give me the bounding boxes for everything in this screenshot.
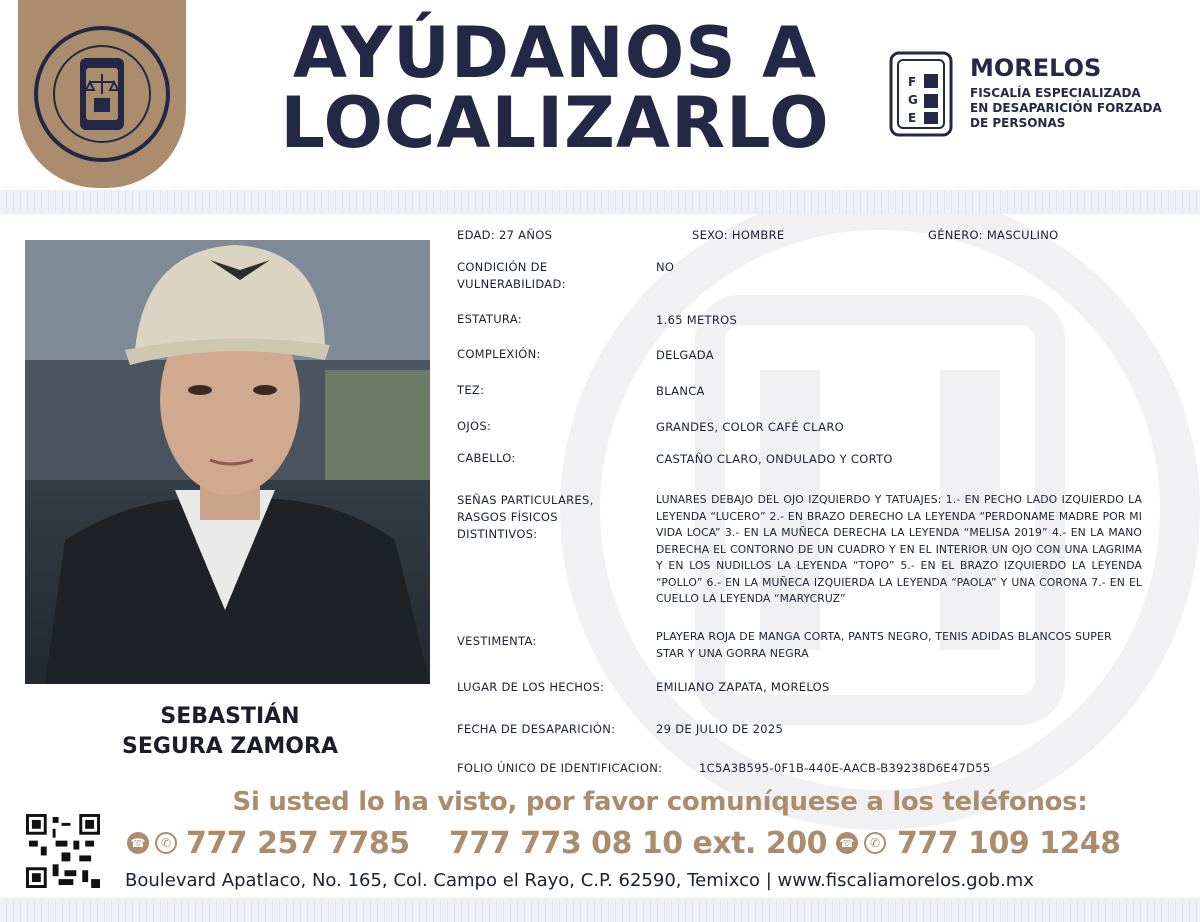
- qr-code-icon[interactable]: [26, 814, 100, 888]
- marks-value: LUNARES DEBAJO DEL OJO IZQUIERDO Y TATUAJES: 1.- EN PECHO LADO IZQUIERDO LA LEYENDA “LUCERO” 2.- EN BRAZO DERECHO LA LEYENDA “PERDONAME MADRE POR MI VIDA LOCA” 3.- EN LA MUÑECA DERECHA LA LEYENDA “MELISA 2019” 4.- EN LA MANO DERECHA EL CONTORNO DE UN CUADRO Y EN EL INTERIOR UN OJO CON UNA LAGRIMA Y EN LOS NUDILLOS LA LEYENDA “TOPO” 5.- EN EL BRAZO IZQUIERDO LA LEYENDA “POLLO” 6.- EN LA MUÑECA IZQUIERDA LA LEYENDA “PAOLA” Y UNA CORONA 7.- EN EL CUELLO LA LEYENDA “MARYCRUZ”: [656, 493, 1142, 605]
- location-label: LUGAR DE LOS HECHOS:: [457, 680, 605, 694]
- headline-line-1: AYÚDANOS A: [292, 12, 818, 94]
- address-and-website[interactable]: Boulevard Apatlaco, No. 165, Col. Campo el Rayo, C.P. 62590, Temixco | www.fiscaliamorelos.gob.mx: [125, 870, 1034, 891]
- phone-icon: ☎: [127, 832, 149, 854]
- person-name: [25, 702, 435, 762]
- svg-text:G: G: [908, 93, 918, 107]
- vulnerability-value: NO: [656, 260, 675, 274]
- brand-line-3: DE PERSONAS: [970, 116, 1066, 130]
- gender-field: GÉNERO: MASCULINO: [928, 228, 1059, 242]
- headline: [250, 12, 860, 164]
- clothing-value: PLAYERA ROJA DE MANGA CORTA, PANTS NEGRO, TENIS ADIDAS BLANCOS SUPER STAR Y UNA GORRA NEGRA: [656, 630, 1112, 660]
- sex-field: SEXO: HOMBRE: [692, 228, 785, 242]
- fge-seal-icon: [32, 24, 172, 164]
- phone-1-icons: [127, 832, 177, 854]
- complexion-label: TEZ:: [457, 383, 485, 397]
- build-label: COMPLEXIÓN:: [457, 347, 541, 361]
- brand-subtitle: [970, 86, 1190, 131]
- brand-name: MORELOS: [970, 54, 1102, 82]
- phone-3[interactable]: 777 109 1248: [897, 826, 1121, 861]
- vulnerability-label: [457, 259, 642, 293]
- headline-line-2: LOCALIZARLO: [280, 82, 830, 164]
- folio-value: 1C5A3B595-0F1B-440E-AACB-B39238D6E47D55: [699, 761, 991, 775]
- brand-logo: [888, 50, 1188, 142]
- fiscalia-seal: [18, 0, 186, 188]
- header-divider: [0, 190, 1200, 214]
- whatsapp-icon: ✆: [864, 832, 886, 854]
- person-portrait-icon: [25, 240, 430, 684]
- age-field: EDAD: 27 AÑOS: [457, 228, 553, 242]
- svg-text:E: E: [908, 111, 917, 125]
- date-label: FECHA DE DESAPARICIÓN:: [457, 722, 616, 736]
- location-value: EMILIANO ZAPATA, MORELOS: [656, 680, 830, 694]
- phone-2[interactable]: 777 773 08 10 ext. 200: [449, 826, 828, 861]
- phone-1[interactable]: 777 257 7785: [186, 826, 410, 861]
- footer-divider: [0, 898, 1200, 922]
- build-value: DELGADA: [656, 348, 714, 362]
- vulnerability-label-line-2: VULNERABILIDAD:: [457, 277, 566, 291]
- person-name-line-2: SEGURA ZAMORA: [122, 734, 338, 759]
- hair-value: CASTAÑO CLARO, ONDULADO Y CORTO: [656, 452, 893, 466]
- marks-label: [457, 492, 642, 543]
- fge-shield-icon: [888, 50, 954, 138]
- brand-line-2: EN DESAPARICIÓN FORZADA: [970, 101, 1162, 115]
- vulnerability-label-line-1: CONDICIÓN DE: [457, 260, 548, 274]
- eyes-label: OJOS:: [457, 419, 492, 433]
- marks-label-line-3: DISTINTIVOS:: [457, 527, 538, 541]
- call-to-action: Si usted lo ha visto, por favor comuníquese a los teléfonos:: [232, 787, 1088, 817]
- height-value: 1.65 METROS: [656, 313, 738, 327]
- marks-label-line-2: RASGOS FÍSICOS: [457, 510, 558, 524]
- phone-3-icons: [836, 832, 886, 854]
- folio-label: FOLIO ÚNICO DE IDENTIFICACION:: [457, 761, 663, 775]
- height-label: ESTATURA:: [457, 312, 522, 326]
- date-value: 29 DE JULIO DE 2025: [656, 722, 784, 736]
- missing-person-photo: [25, 240, 430, 684]
- brand-line-1: FISCALÍA ESPECIALIZADA: [970, 86, 1141, 100]
- svg-text:F: F: [908, 75, 917, 89]
- marks-label-line-1: SEÑAS PARTICULARES,: [457, 493, 594, 507]
- eyes-value: GRANDES, COLOR CAFÉ CLARO: [656, 420, 844, 434]
- complexion-value: BLANCA: [656, 384, 705, 398]
- person-name-line-1: SEBASTIÁN: [160, 704, 300, 729]
- clothing-label: VESTIMENTA:: [457, 634, 537, 648]
- whatsapp-icon: ✆: [155, 832, 177, 854]
- phone-icon: ☎: [836, 832, 858, 854]
- hair-label: CABELLO:: [457, 451, 516, 465]
